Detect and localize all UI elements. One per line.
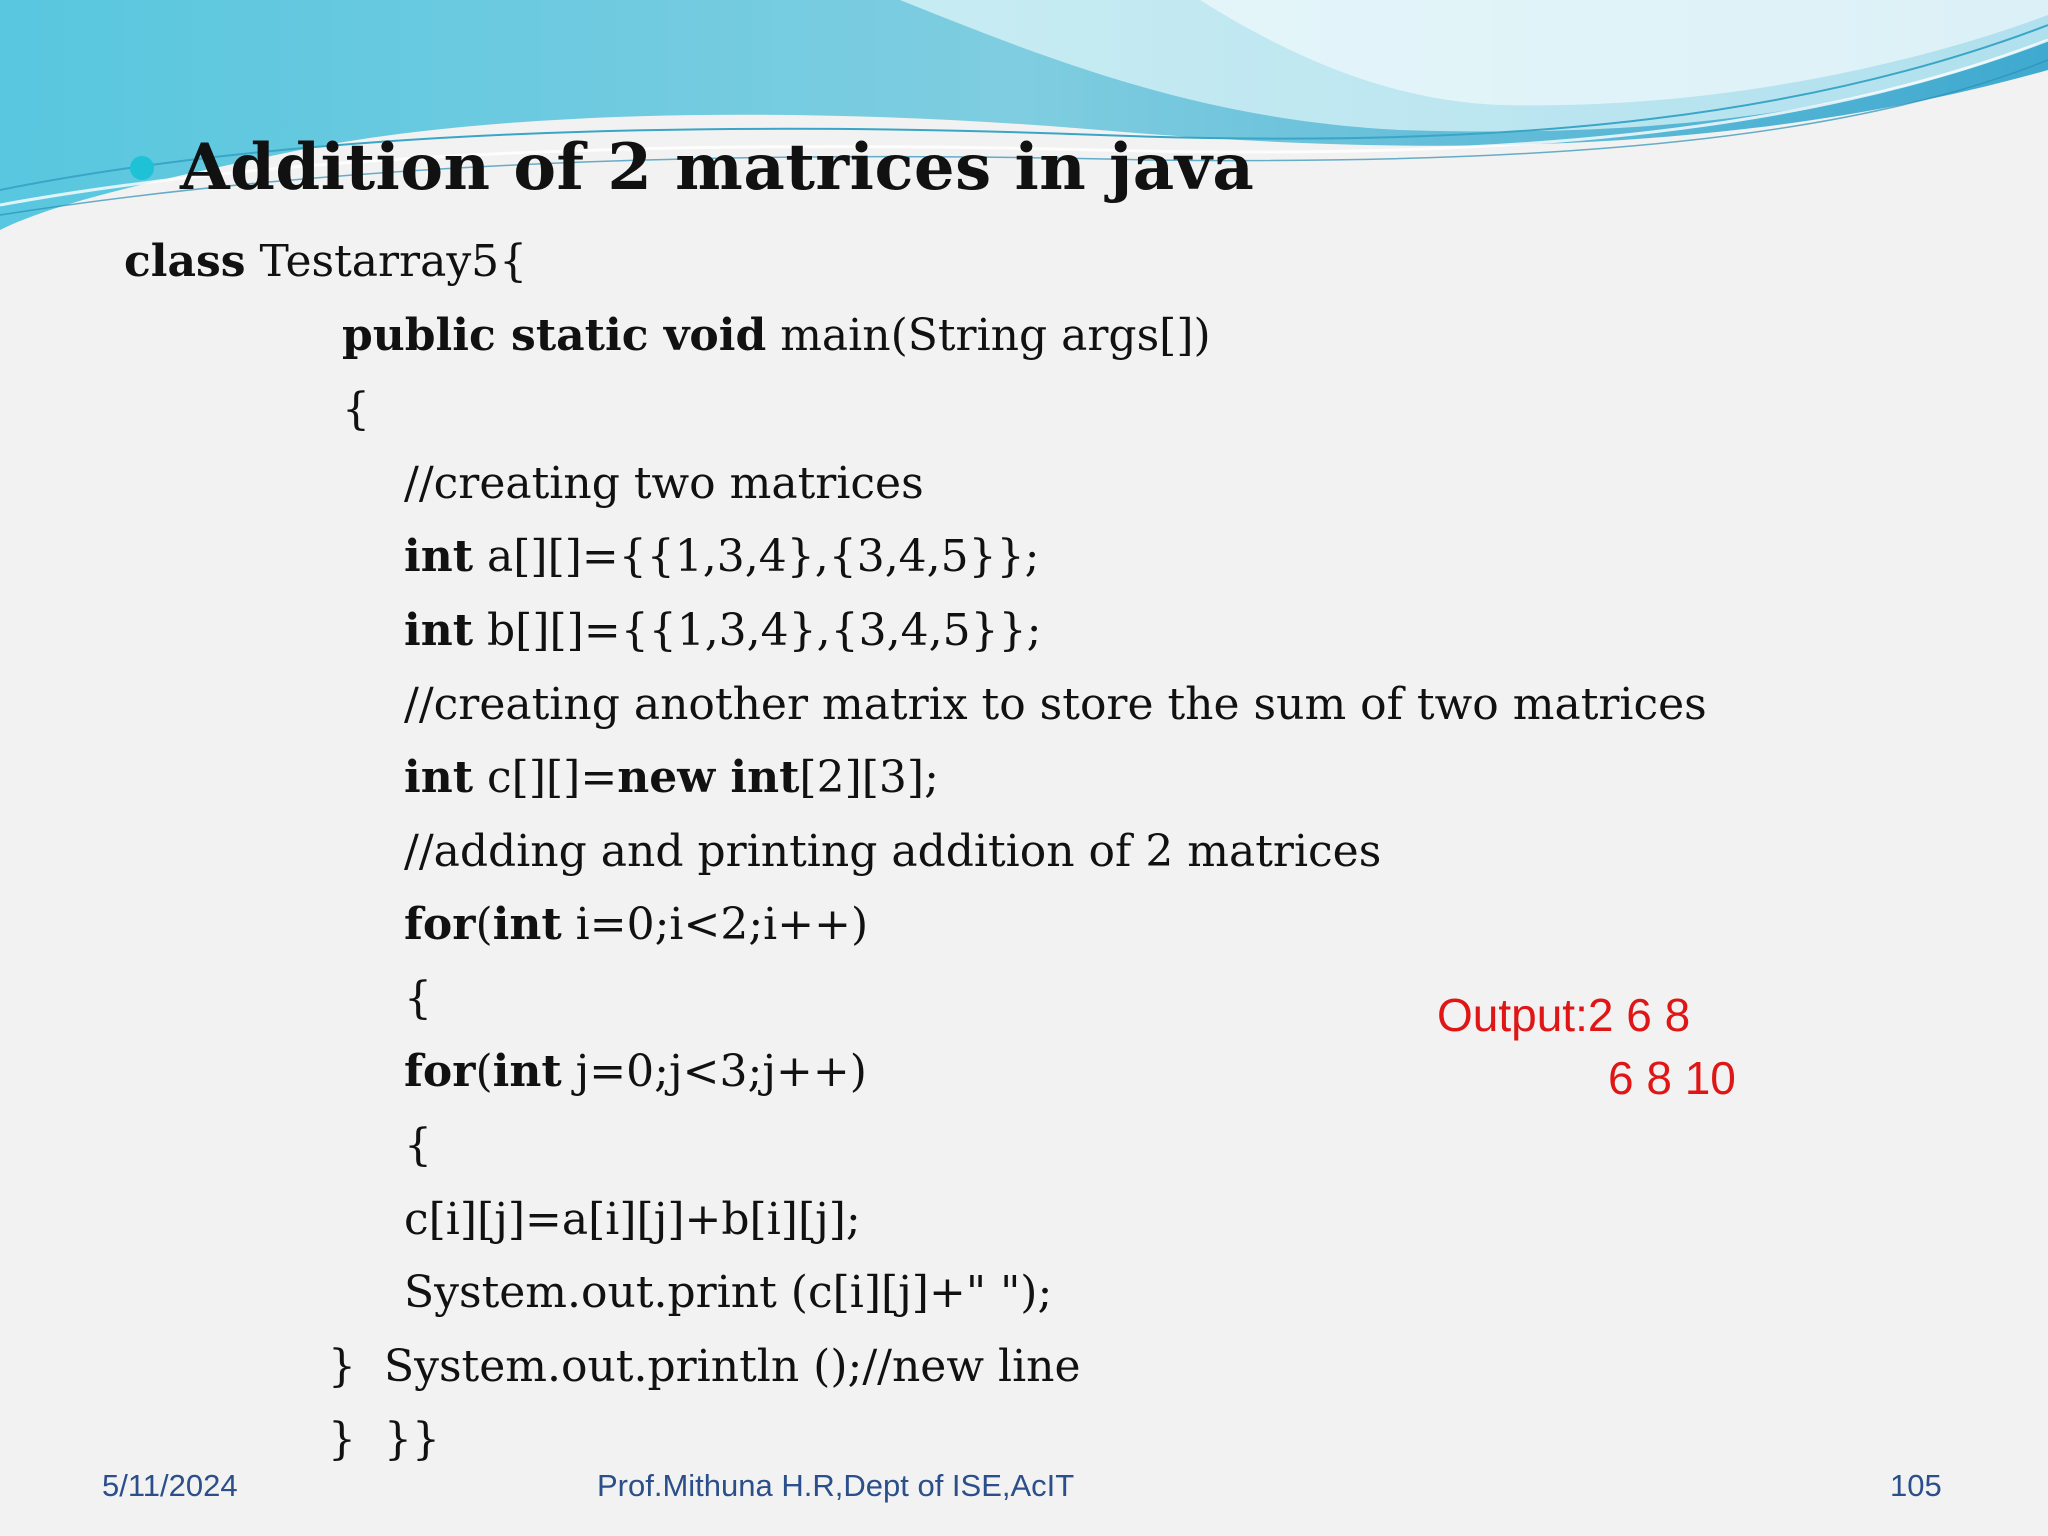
footer-date: 5/11/2024 xyxy=(102,1468,238,1503)
code-line-11: { xyxy=(404,973,432,1024)
code-line-17: } }} xyxy=(328,1414,440,1465)
keyword: int xyxy=(492,899,562,950)
keyword: class xyxy=(124,236,246,287)
keyword: new int xyxy=(617,752,800,803)
code-line-9: //adding and printing addition of 2 matrices xyxy=(404,826,1382,877)
keyword: public static void xyxy=(342,310,767,361)
bullet-icon xyxy=(130,156,154,180)
code-text: i=0;i<2;i++) xyxy=(561,899,869,950)
code-line-2 xyxy=(342,310,1211,361)
code-text: c[][]= xyxy=(473,752,618,803)
keyword: int xyxy=(492,1046,562,1097)
code-text: Testarray5{ xyxy=(245,236,528,287)
code-text: j=0;j<3;j++) xyxy=(561,1046,867,1097)
code-text: main(String args[]) xyxy=(766,310,1211,361)
code-line-6 xyxy=(404,605,1042,656)
keyword: int xyxy=(404,605,474,656)
output-line-1: Output:2 6 8 xyxy=(1437,989,1691,1041)
code-line-10 xyxy=(404,899,869,950)
footer-author: Prof.Mithuna H.R,Dept of ISE,AcIT xyxy=(597,1468,1075,1503)
slide-title: Addition of 2 matrices in java xyxy=(180,130,1255,205)
code-line-15: System.out.print (c[i][j]+" "); xyxy=(404,1267,1053,1318)
code-line-3: { xyxy=(342,384,370,435)
footer-page-number: 105 xyxy=(1890,1468,1942,1503)
keyword: for xyxy=(404,1046,476,1097)
code-text: ( xyxy=(475,1046,493,1097)
code-line-16: } System.out.println ();//new line xyxy=(328,1341,1081,1392)
keyword: int xyxy=(404,752,474,803)
code-line-14: c[i][j]=a[i][j]+b[i][j]; xyxy=(404,1194,861,1245)
code-text: b[][]={{1,3,4},{3,4,5}}; xyxy=(473,605,1042,656)
code-line-4: //creating two matrices xyxy=(404,458,924,509)
code-text: a[][]={{1,3,4},{3,4,5}}; xyxy=(473,531,1040,582)
output-line-2: 6 8 10 xyxy=(1608,1052,1736,1104)
code-line-13: { xyxy=(404,1120,432,1171)
title-row xyxy=(130,130,1254,205)
code-line-12 xyxy=(404,1046,867,1097)
code-line-5 xyxy=(404,531,1040,582)
code-line-8 xyxy=(404,752,939,803)
code-text: ( xyxy=(475,899,493,950)
code-line-1 xyxy=(124,236,528,287)
code-line-7: //creating another matrix to store the sum of two matrices xyxy=(404,679,1707,730)
keyword: for xyxy=(404,899,476,950)
code-text: [2][3]; xyxy=(799,752,939,803)
keyword: int xyxy=(404,531,474,582)
